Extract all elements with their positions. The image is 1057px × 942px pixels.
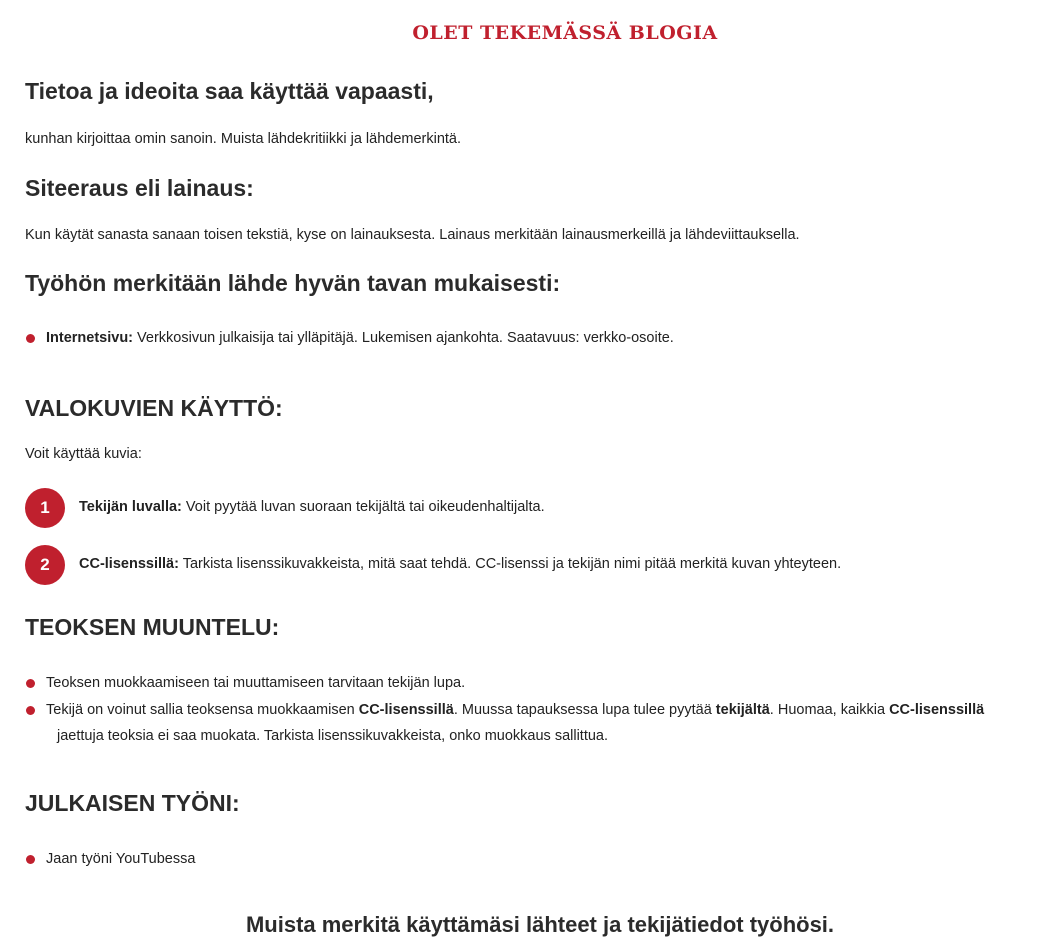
item-text-part: Tekijä on voinut sallia teoksensa muokkaamisen bbox=[46, 702, 359, 718]
numbered-item bbox=[25, 545, 1035, 585]
ideas-heading: Tietoa ja ideoita saa käyttää vapaasti, bbox=[25, 78, 434, 104]
numbered-item bbox=[25, 488, 1035, 528]
list-item bbox=[25, 846, 1035, 872]
list-item bbox=[25, 670, 1035, 696]
item-text: Tarkista lisenssikuvakkeista, mitä saat tehdä. CC-lisenssi ja tekijän nimi pitää merkitä kuvan yhteyteen. bbox=[178, 556, 842, 572]
quote-text: Kun käytät sanasta sanaan toisen tekstiä, kyse on lainauksesta. Lainaus merkitään lainausmerkeillä ja lähdeviittauksella. bbox=[25, 227, 800, 243]
list-item bbox=[25, 697, 1035, 749]
photos-intro: Voit käyttää kuvia: bbox=[25, 446, 142, 462]
source-heading: Työhön merkitään lähde hyvän tavan mukaisesti: bbox=[25, 270, 561, 296]
item-emphasis: tekijältä bbox=[715, 702, 770, 718]
item-text-part: . Muussa tapauksessa lupa tulee pyytää bbox=[453, 702, 716, 718]
item-emphasis: CC-lisenssillä bbox=[889, 702, 985, 718]
item-emphasis: CC-lisenssillä bbox=[358, 702, 454, 718]
item-text-part: jaettuja teoksia ei saa muokata. Tarkista lisenssikuvakkeista, onko muokkaus sallittua. bbox=[57, 728, 609, 744]
item-label: Tekijän luvalla: bbox=[79, 499, 182, 515]
item-label: Internetsivu: bbox=[46, 330, 134, 346]
bullet-icon bbox=[26, 855, 35, 864]
bullet-icon bbox=[26, 706, 35, 715]
bullet-icon bbox=[26, 679, 35, 688]
number-badge: 1 bbox=[25, 488, 65, 528]
number-badge: 2 bbox=[25, 545, 65, 585]
ideas-text: kunhan kirjoittaa omin sanoin. Muista lähdekritiikki ja lähdemerkintä. bbox=[25, 131, 462, 147]
item-text: Jaan työni YouTubessa bbox=[46, 851, 196, 867]
quote-heading: Siteeraus eli lainaus: bbox=[25, 175, 254, 201]
modify-heading: TEOKSEN MUUNTELU: bbox=[25, 614, 280, 640]
footer-note: Muista merkitä käyttämäsi lähteet ja tekijätiedot työhösi. bbox=[245, 912, 835, 937]
list-item bbox=[25, 325, 1035, 351]
item-text: Teoksen muokkaamiseen tai muuttamiseen tarvitaan tekijän lupa. bbox=[46, 675, 466, 691]
item-text-part: . Huomaa, kaikkia bbox=[769, 702, 890, 718]
photos-heading: VALOKUVIEN KÄYTTÖ: bbox=[25, 395, 283, 421]
item-text: Verkkosivun julkaisija tai ylläpitäjä. Lukemisen ajankohta. Saatavuus: verkko-osoite. bbox=[133, 330, 674, 346]
page-title: OLET TEKEMÄSSÄ BLOGIA bbox=[412, 22, 718, 44]
bullet-icon bbox=[26, 334, 35, 343]
item-label: CC-lisenssillä: bbox=[79, 556, 179, 572]
item-text: Voit pyytää luvan suoraan tekijältä tai oikeudenhaltijalta. bbox=[181, 499, 545, 515]
publish-heading: JULKAISEN TYÖNI: bbox=[25, 790, 240, 816]
